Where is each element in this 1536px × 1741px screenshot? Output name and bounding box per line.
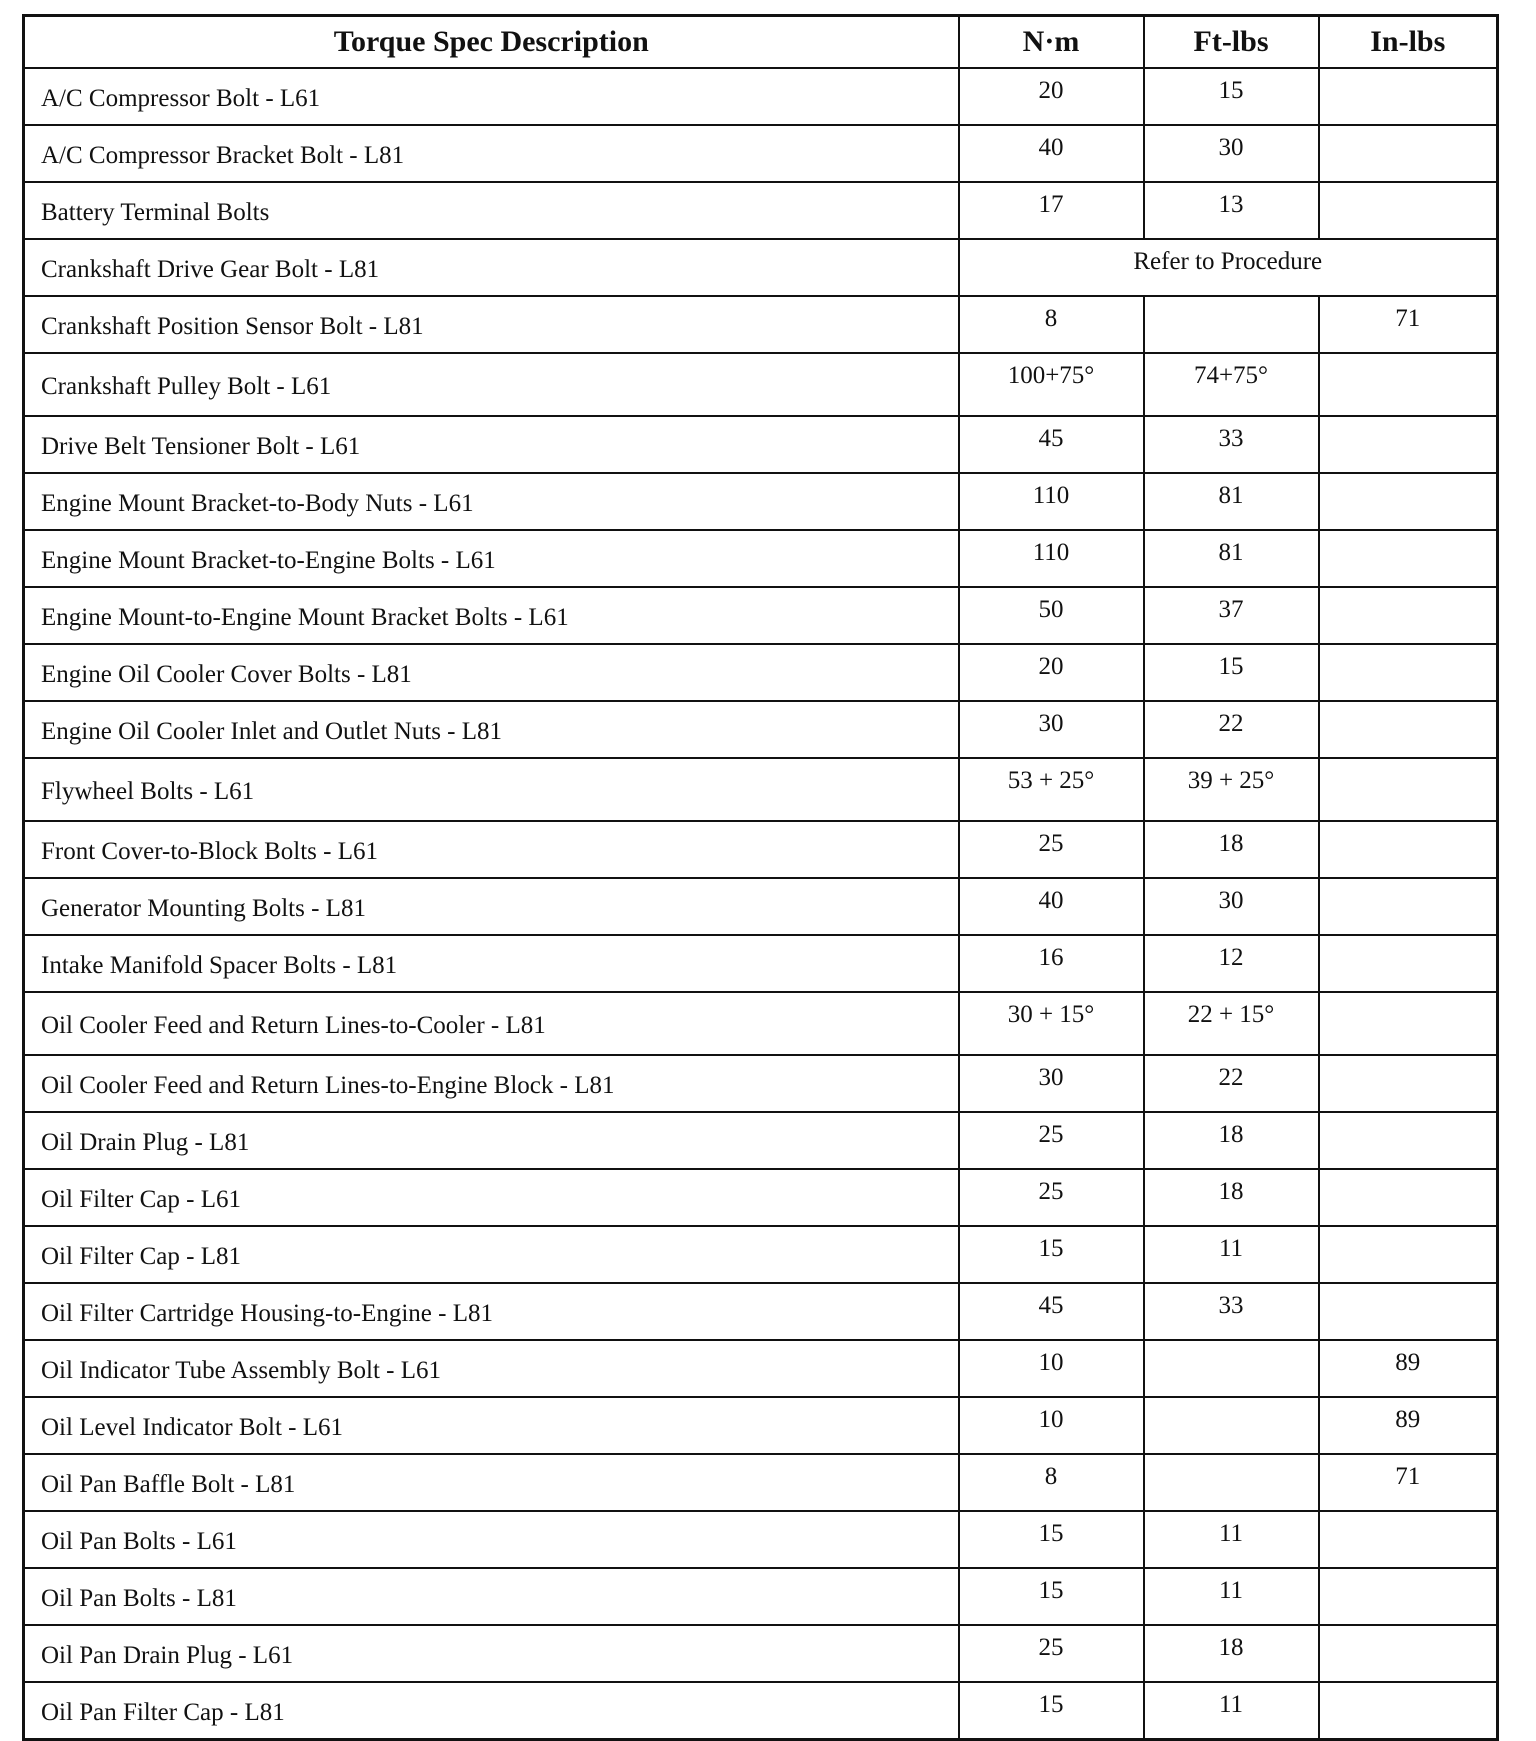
cell-in-lbs xyxy=(1319,1169,1498,1226)
cell-in-lbs xyxy=(1319,1226,1498,1283)
cell-in-lbs xyxy=(1319,530,1498,587)
table-row xyxy=(24,1682,1498,1740)
cell-nm: 15 xyxy=(959,1511,1144,1568)
cell-in-lbs xyxy=(1319,68,1498,125)
cell-description: Crankshaft Drive Gear Bolt - L81 xyxy=(24,239,959,296)
cell-in-lbs xyxy=(1319,758,1498,821)
cell-description: Oil Filter Cartridge Housing-to-Engine - L81 xyxy=(24,1283,959,1340)
cell-in-lbs xyxy=(1319,878,1498,935)
table-body xyxy=(24,68,1498,1740)
cell-in-lbs xyxy=(1319,416,1498,473)
cell-description: Oil Filter Cap - L81 xyxy=(24,1226,959,1283)
cell-in-lbs xyxy=(1319,587,1498,644)
table-row xyxy=(24,935,1498,992)
cell-ft-lbs: 15 xyxy=(1144,68,1319,125)
cell-in-lbs xyxy=(1319,1568,1498,1625)
table-row xyxy=(24,1340,1498,1397)
cell-description: Oil Pan Bolts - L61 xyxy=(24,1511,959,1568)
cell-nm: 15 xyxy=(959,1568,1144,1625)
cell-in-lbs xyxy=(1319,1055,1498,1112)
cell-ft-lbs xyxy=(1144,296,1319,353)
cell-nm: 30 + 15° xyxy=(959,992,1144,1055)
torque-spec-table xyxy=(22,14,1499,1741)
table-row xyxy=(24,644,1498,701)
cell-description: Oil Drain Plug - L81 xyxy=(24,1112,959,1169)
table-row xyxy=(24,296,1498,353)
cell-nm: 16 xyxy=(959,935,1144,992)
table-row xyxy=(24,473,1498,530)
cell-ft-lbs: 11 xyxy=(1144,1226,1319,1283)
table-row xyxy=(24,1397,1498,1454)
table-row xyxy=(24,878,1498,935)
table-row xyxy=(24,416,1498,473)
cell-in-lbs xyxy=(1319,644,1498,701)
table-row xyxy=(24,125,1498,182)
cell-description: A/C Compressor Bolt - L61 xyxy=(24,68,959,125)
cell-nm: 10 xyxy=(959,1340,1144,1397)
cell-description: A/C Compressor Bracket Bolt - L81 xyxy=(24,125,959,182)
cell-nm: 25 xyxy=(959,821,1144,878)
cell-in-lbs xyxy=(1319,701,1498,758)
cell-ft-lbs xyxy=(1144,1397,1319,1454)
cell-ft-lbs: 33 xyxy=(1144,1283,1319,1340)
cell-description: Engine Oil Cooler Inlet and Outlet Nuts - L81 xyxy=(24,701,959,758)
table-row xyxy=(24,1454,1498,1511)
header-row xyxy=(24,16,1498,69)
cell-in-lbs xyxy=(1319,182,1498,239)
cell-description: Oil Pan Baffle Bolt - L81 xyxy=(24,1454,959,1511)
header-ft-lbs: Ft-lbs xyxy=(1144,16,1319,69)
cell-ft-lbs: 18 xyxy=(1144,821,1319,878)
cell-in-lbs: 71 xyxy=(1319,296,1498,353)
cell-in-lbs xyxy=(1319,473,1498,530)
cell-ft-lbs: 30 xyxy=(1144,878,1319,935)
cell-nm: 45 xyxy=(959,416,1144,473)
table-row xyxy=(24,1511,1498,1568)
cell-in-lbs xyxy=(1319,1112,1498,1169)
cell-nm: 50 xyxy=(959,587,1144,644)
table-row xyxy=(24,530,1498,587)
cell-nm: 15 xyxy=(959,1226,1144,1283)
table-row xyxy=(24,992,1498,1055)
cell-ft-lbs: 33 xyxy=(1144,416,1319,473)
table-row xyxy=(24,1625,1498,1682)
cell-description: Engine Mount Bracket-to-Body Nuts - L61 xyxy=(24,473,959,530)
cell-description: Oil Pan Drain Plug - L61 xyxy=(24,1625,959,1682)
cell-ft-lbs xyxy=(1144,1454,1319,1511)
cell-ft-lbs: 11 xyxy=(1144,1511,1319,1568)
cell-nm: 30 xyxy=(959,1055,1144,1112)
cell-ft-lbs: 18 xyxy=(1144,1169,1319,1226)
header-description: Torque Spec Description xyxy=(24,16,959,69)
cell-in-lbs xyxy=(1319,935,1498,992)
cell-nm: 25 xyxy=(959,1169,1144,1226)
cell-description: Oil Cooler Feed and Return Lines-to-Engine Block - L81 xyxy=(24,1055,959,1112)
cell-nm: 17 xyxy=(959,182,1144,239)
table-row xyxy=(24,1055,1498,1112)
cell-in-lbs: 89 xyxy=(1319,1397,1498,1454)
cell-description: Oil Pan Bolts - L81 xyxy=(24,1568,959,1625)
cell-in-lbs: 71 xyxy=(1319,1454,1498,1511)
cell-description: Oil Pan Filter Cap - L81 xyxy=(24,1682,959,1740)
table-row xyxy=(24,701,1498,758)
cell-nm: 8 xyxy=(959,296,1144,353)
cell-in-lbs xyxy=(1319,125,1498,182)
cell-description: Generator Mounting Bolts - L81 xyxy=(24,878,959,935)
cell-description: Engine Mount-to-Engine Mount Bracket Bolts - L61 xyxy=(24,587,959,644)
cell-in-lbs xyxy=(1319,1511,1498,1568)
cell-nm: 100+75° xyxy=(959,353,1144,416)
cell-description: Engine Oil Cooler Cover Bolts - L81 xyxy=(24,644,959,701)
table-row xyxy=(24,1112,1498,1169)
cell-ft-lbs: 30 xyxy=(1144,125,1319,182)
cell-description: Oil Cooler Feed and Return Lines-to-Cooler - L81 xyxy=(24,992,959,1055)
cell-refer-to-procedure: Refer to Procedure xyxy=(959,239,1498,296)
cell-in-lbs xyxy=(1319,1625,1498,1682)
table-row xyxy=(24,68,1498,125)
cell-description: Oil Indicator Tube Assembly Bolt - L61 xyxy=(24,1340,959,1397)
cell-ft-lbs: 37 xyxy=(1144,587,1319,644)
cell-nm: 25 xyxy=(959,1625,1144,1682)
cell-nm: 110 xyxy=(959,473,1144,530)
cell-ft-lbs: 11 xyxy=(1144,1568,1319,1625)
cell-ft-lbs: 22 xyxy=(1144,701,1319,758)
cell-ft-lbs: 13 xyxy=(1144,182,1319,239)
table-row xyxy=(24,239,1498,296)
table-row xyxy=(24,1226,1498,1283)
cell-nm: 40 xyxy=(959,878,1144,935)
cell-ft-lbs: 11 xyxy=(1144,1682,1319,1740)
table-row xyxy=(24,1568,1498,1625)
cell-nm: 45 xyxy=(959,1283,1144,1340)
cell-in-lbs xyxy=(1319,353,1498,416)
header-nm: N·m xyxy=(959,16,1144,69)
cell-ft-lbs: 81 xyxy=(1144,473,1319,530)
cell-description: Front Cover-to-Block Bolts - L61 xyxy=(24,821,959,878)
cell-nm: 15 xyxy=(959,1682,1144,1740)
cell-in-lbs: 89 xyxy=(1319,1340,1498,1397)
table-row xyxy=(24,1169,1498,1226)
cell-ft-lbs: 39 + 25° xyxy=(1144,758,1319,821)
cell-ft-lbs xyxy=(1144,1340,1319,1397)
cell-nm: 25 xyxy=(959,1112,1144,1169)
table-row xyxy=(24,353,1498,416)
cell-nm: 40 xyxy=(959,125,1144,182)
cell-nm: 53 + 25° xyxy=(959,758,1144,821)
cell-description: Engine Mount Bracket-to-Engine Bolts - L61 xyxy=(24,530,959,587)
cell-nm: 8 xyxy=(959,1454,1144,1511)
cell-ft-lbs: 15 xyxy=(1144,644,1319,701)
cell-in-lbs xyxy=(1319,1283,1498,1340)
cell-description: Drive Belt Tensioner Bolt - L61 xyxy=(24,416,959,473)
cell-ft-lbs: 18 xyxy=(1144,1625,1319,1682)
cell-description: Flywheel Bolts - L61 xyxy=(24,758,959,821)
cell-nm: 30 xyxy=(959,701,1144,758)
cell-nm: 20 xyxy=(959,68,1144,125)
cell-in-lbs xyxy=(1319,992,1498,1055)
cell-nm: 20 xyxy=(959,644,1144,701)
table-row xyxy=(24,182,1498,239)
cell-ft-lbs: 81 xyxy=(1144,530,1319,587)
header-in-lbs: In-lbs xyxy=(1319,16,1498,69)
cell-ft-lbs: 74+75° xyxy=(1144,353,1319,416)
cell-ft-lbs: 22 xyxy=(1144,1055,1319,1112)
table-row xyxy=(24,821,1498,878)
cell-nm: 110 xyxy=(959,530,1144,587)
cell-description: Crankshaft Pulley Bolt - L61 xyxy=(24,353,959,416)
table-row xyxy=(24,587,1498,644)
cell-ft-lbs: 18 xyxy=(1144,1112,1319,1169)
cell-description: Battery Terminal Bolts xyxy=(24,182,959,239)
table-row xyxy=(24,1283,1498,1340)
cell-in-lbs xyxy=(1319,821,1498,878)
cell-in-lbs xyxy=(1319,1682,1498,1740)
table-row xyxy=(24,758,1498,821)
cell-nm: 10 xyxy=(959,1397,1144,1454)
cell-ft-lbs: 22 + 15° xyxy=(1144,992,1319,1055)
cell-description: Intake Manifold Spacer Bolts - L81 xyxy=(24,935,959,992)
cell-description: Crankshaft Position Sensor Bolt - L81 xyxy=(24,296,959,353)
cell-description: Oil Level Indicator Bolt - L61 xyxy=(24,1397,959,1454)
cell-description: Oil Filter Cap - L61 xyxy=(24,1169,959,1226)
cell-ft-lbs: 12 xyxy=(1144,935,1319,992)
